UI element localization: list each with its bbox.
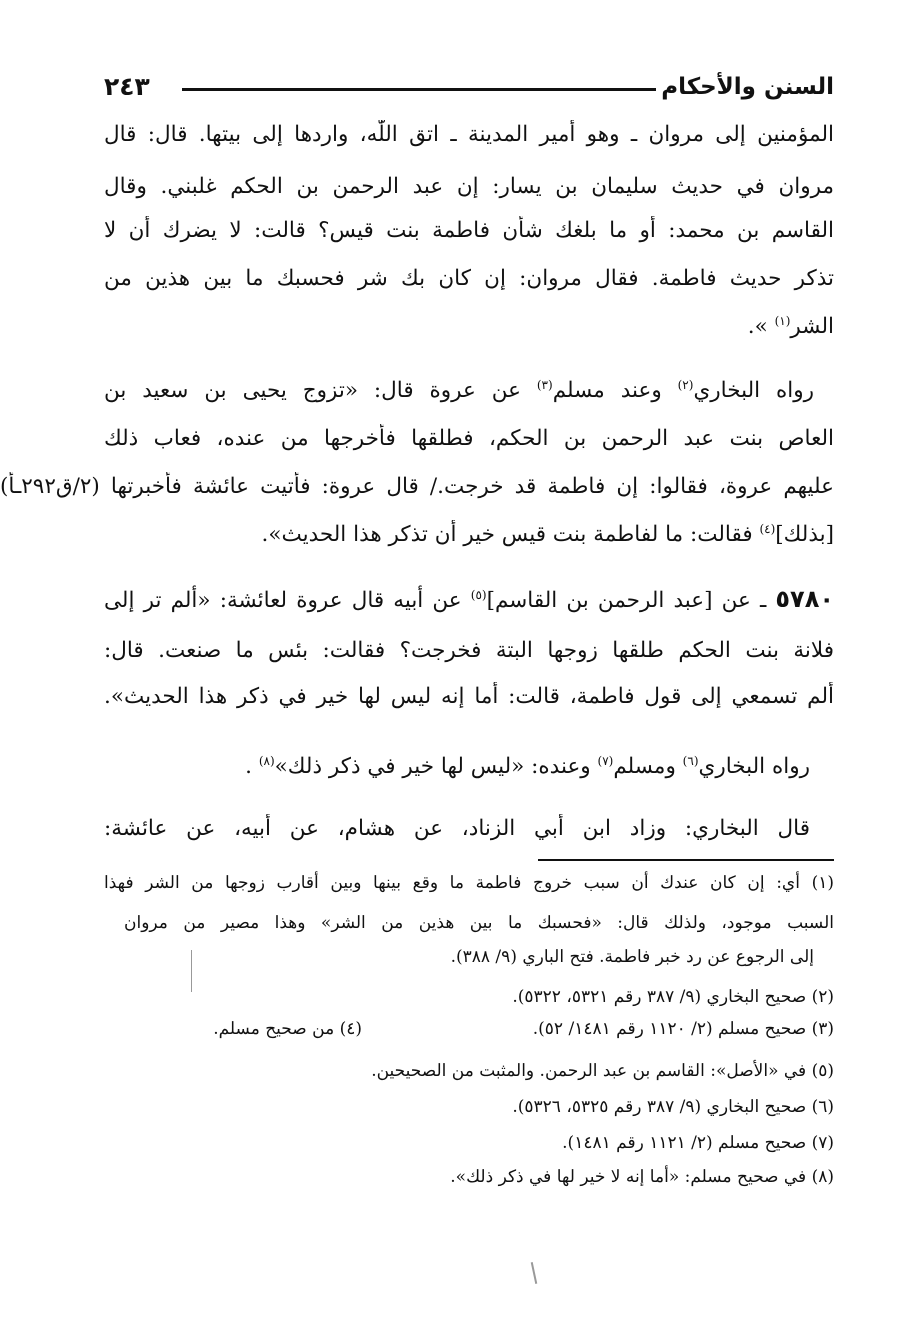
running-title: السنن والأحكام	[661, 74, 834, 100]
body-line-7: العاص بنت عبد الرحمن بن الحكم، فطلقها فأخرجها من عنده، فعاب ذلك	[104, 426, 834, 451]
page-number: ٢٤٣	[104, 72, 150, 101]
footnote-ref-2[interactable]: (٢)	[677, 377, 694, 392]
body-line-14: قال البخاري: وزاد ابن أبي الزناد، عن هشام، عن أبيه، عن عائشة:	[104, 816, 810, 841]
footnote-1-line-1: (١) أي: إن كان عندك أن سبب خروج فاطمة ما وقع بينها وبين أقارب زوجها من الشر فهذا	[104, 873, 834, 893]
text-run: [بذلك]	[775, 522, 834, 547]
body-line-1: المؤمنين إلى مروان ـ وهو أمير المدينة ـ اتق اللّٰه، واردها إلى بيتها. قال: قال	[104, 122, 834, 147]
header-rule	[182, 88, 656, 91]
running-header	[104, 68, 834, 108]
footnote-7: (٧) صحيح مسلم (٢/ ١١٢١ رقم ١٤٨١).	[562, 1133, 834, 1153]
body-line-9	[134, 520, 834, 554]
footnote-ref-7[interactable]: (٧)	[597, 753, 614, 768]
footnote-separator	[538, 859, 834, 861]
body-line-3: القاسم بن محمد: أو ما بلغك شأن فاطمة بنت قيس؟ قالت: لا يضرك أن لا	[104, 218, 834, 243]
body-line-8: عليهم عروة، فقالوا: إن فاطمة قد خرجت./ قال عروة: فأتيت عائشة فأخبرتها (٢/ق٢٩٢ـأ)	[0, 474, 834, 499]
text-run: وعند مسلم	[552, 378, 678, 403]
scan-speck	[531, 1262, 538, 1284]
text-run: الشر	[790, 314, 834, 339]
body-line-5	[534, 312, 834, 346]
footnote-ref-6[interactable]: (٦)	[682, 753, 699, 768]
footnote-5: (٥) في «الأصل»: القاسم بن عبد الرحمن. والمثبت من الصحيحين.	[371, 1061, 834, 1081]
footnote-ref-8[interactable]: (٨)	[258, 753, 275, 768]
footnote-1-line-2: السبب موجود، ولذلك قال: «فحسبك ما بين هذين من الشر» وهذا مصير من مروان	[124, 913, 834, 933]
text-run: وعنده: «ليس لها خير في ذكر ذلك»	[274, 754, 598, 779]
text-run: ».	[747, 314, 775, 339]
footnote-ref-5[interactable]: (٥)	[470, 587, 487, 602]
footnote-6: (٦) صحيح البخاري (٩/ ٣٨٧ رقم ٥٣٢٥، ٥٣٢٦).	[512, 1097, 834, 1117]
text-run: رواه البخاري	[693, 378, 814, 403]
body-line-12: ألم تسمعي إلى قول فاطمة، قالت: أما إنه ليس لها خير في ذكر هذا الحديث».	[104, 684, 834, 709]
margin-mark	[191, 950, 192, 992]
body-line-4: تذكر حديث فاطمة. فقال مروان: إن كان بك شر فحسبك ما بين هذين من	[104, 266, 834, 291]
hadith-5780-line-1	[104, 584, 834, 618]
text-run: عن أبيه قال عروة لعائشة: «ألم تر إلى	[104, 588, 471, 613]
body-line-2: مروان في حديث سليمان بن يسار: إن عبد الرحمن بن الحكم غلبني. وقال	[104, 174, 834, 199]
footnote-3: (٣) صحيح مسلم (٢/ ١١٢٠ رقم ١٤٨١/ ٥٢).	[532, 1019, 834, 1039]
hadith-number: ٥٧٨٠	[775, 585, 834, 613]
footnote-8: (٨) في صحيح مسلم: «أما إنه لا خير لها في ذكر ذلك».	[450, 1167, 834, 1187]
footnote-2: (٢) صحيح البخاري (٩/ ٣٨٧ رقم ٥٣٢١، ٥٣٢٢).	[512, 987, 834, 1007]
text-run: ومسلم	[613, 754, 683, 779]
footnote-1-line-3: إلى الرجوع عن رد خبر فاطمة. فتح الباري (٩/ ٣٨٨).	[450, 947, 814, 967]
text-run: ـ عن [عبد الرحمن بن القاسم]	[486, 588, 776, 613]
footnote-ref-4[interactable]: (٤)	[759, 521, 776, 536]
footnote-ref-3[interactable]: (٣)	[536, 377, 553, 392]
footnote-4: (٤) من صحيح مسلم.	[213, 1019, 362, 1039]
body-line-13	[104, 752, 834, 786]
text-run: عن عروة قال: «تزوج يحيى بن سعيد بن	[104, 378, 537, 403]
text-run: .	[245, 754, 259, 779]
footnote-ref-1[interactable]: (١)	[774, 313, 791, 328]
body-line-6	[104, 376, 834, 410]
text-run: رواه البخاري	[698, 754, 810, 779]
text-run: فقالت: ما لفاطمة بنت قيس خير أن تذكر هذا الحديث».	[261, 522, 760, 547]
body-line-11: فلانة بنت الحكم طلقها زوجها البتة فخرجت؟ فقالت: بئس ما صنعت. قال:	[104, 638, 834, 663]
